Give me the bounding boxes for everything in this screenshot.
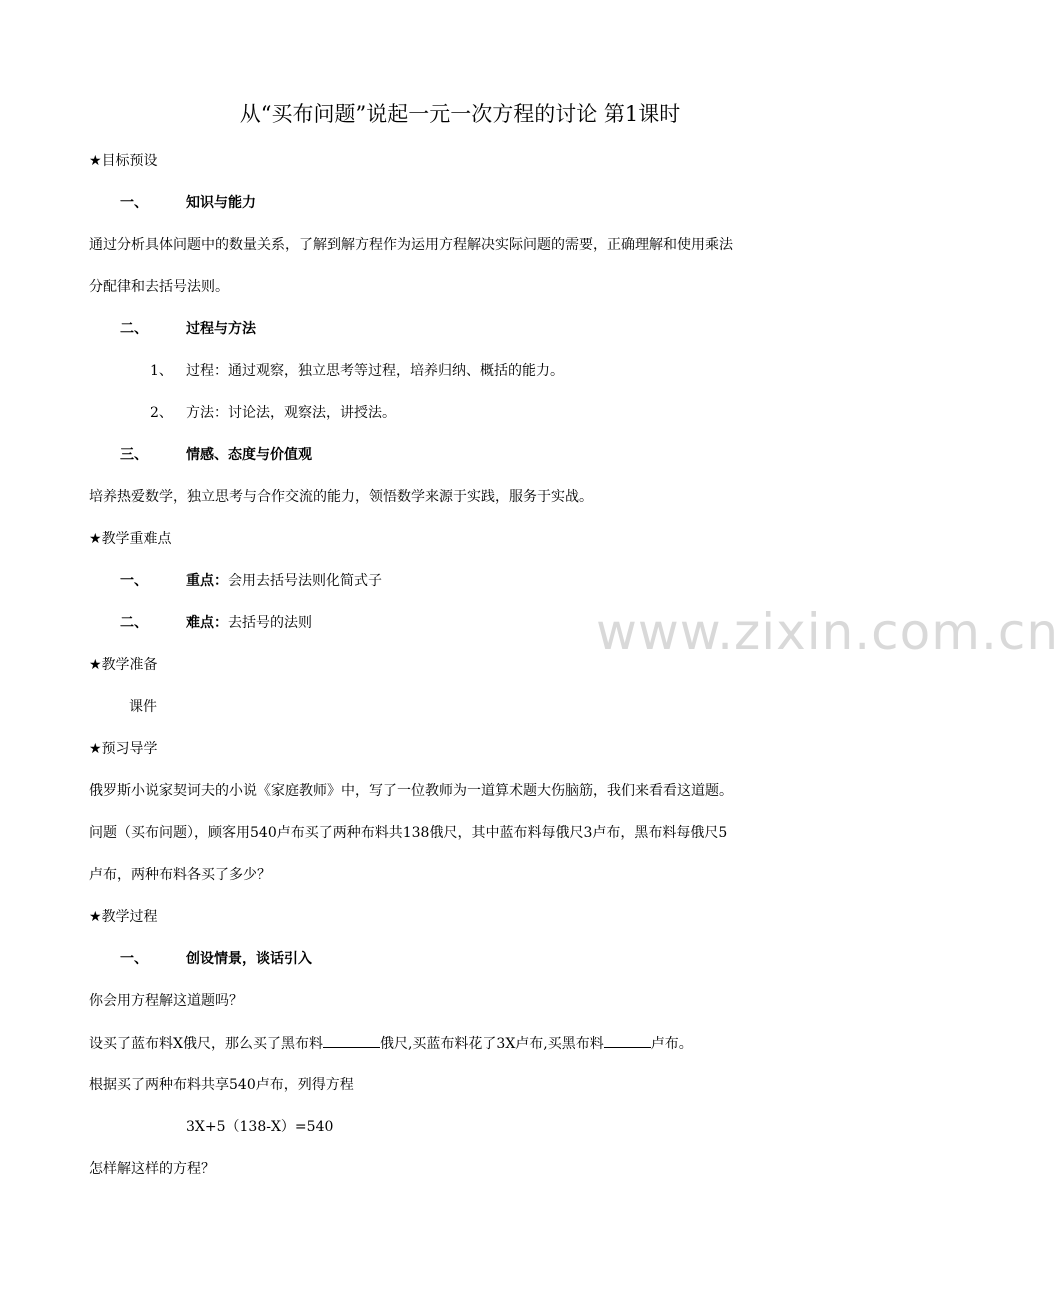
section-prep-heading: [89, 656, 158, 674]
star-icon: ★: [89, 909, 102, 925]
process-question1: 你会用方程解这道题吗？: [89, 993, 243, 1009]
watermark: www.zixin.com.cn: [596, 603, 1059, 661]
star-icon: ★: [89, 657, 102, 673]
key-item2-label: 难点：: [186, 615, 228, 631]
heading-text: 目标预设: [101, 153, 158, 169]
goals-para1-line2: 分配律和去括号法则。: [89, 279, 229, 295]
goals-item2-label: 过程与方法: [186, 321, 256, 337]
star-icon: ★: [89, 741, 102, 757]
q2-part2: 俄尺,买蓝布料花了3X卢布,买黑布料: [379, 1036, 604, 1052]
section-preview-heading: [89, 740, 158, 758]
goals-item3-label: 情感、态度与价值观: [186, 447, 312, 463]
preview-line1: 俄罗斯小说家契诃夫的小说《家庭教师》中，写了一位教师为一道算术题大伤脑筋，我们来看看这道题。: [89, 783, 733, 799]
process-item1-number: 一、: [120, 951, 148, 967]
process-question3: 根据买了两种布料共享540卢布，列得方程: [89, 1077, 354, 1093]
goals-sub1-number: 1、: [150, 363, 173, 379]
goals-para3: 培养热爱数学，独立思考与合作交流的能力，领悟数学来源于实践，服务于实战。: [89, 489, 593, 505]
star-icon: ★: [89, 153, 102, 169]
key-item2-text: 去括号的法则: [228, 615, 312, 631]
section-goals-heading: [89, 152, 158, 170]
page-title: 从“买布问题”说起一元一次方程的讨论 第1课时: [239, 102, 681, 126]
goals-item2-number: 二、: [120, 321, 148, 337]
section-key-heading: [89, 530, 172, 548]
fill-blank-black-cost: [604, 1034, 651, 1048]
q2-part1: 设买了蓝布料X俄尺，那么买了黑布料: [89, 1036, 323, 1052]
heading-text: 教学重难点: [101, 531, 172, 547]
section-process-heading: [89, 908, 158, 926]
key-item1: [186, 572, 382, 590]
goals-sub2-text: 方法：讨论法，观察法，讲授法。: [186, 405, 396, 421]
process-question4: 怎样解这样的方程？: [89, 1161, 215, 1177]
process-question2: [89, 1034, 693, 1053]
q2-part3: 卢布。: [650, 1036, 693, 1052]
goals-item3-number: 三、: [120, 447, 148, 463]
goals-item1-label: 知识与能力: [186, 195, 256, 211]
heading-text: 预习导学: [101, 741, 158, 757]
goals-para1-line1: 通过分析具体问题中的数量关系，了解到解方程作为运用方程解决实际问题的需要，正确理解和使用乘法: [89, 237, 733, 253]
fill-blank-black-length: [323, 1034, 380, 1048]
key-item1-label: 重点：: [186, 573, 228, 589]
heading-text: 教学准备: [101, 657, 158, 673]
goals-sub2-number: 2、: [150, 405, 173, 421]
key-item2: [186, 614, 312, 632]
process-item1-label: 创设情景，谈话引入: [186, 951, 312, 967]
process-equation: 3X+5（138-X）=540: [186, 1119, 334, 1135]
goals-sub1-text: 过程：通过观察，独立思考等过程，培养归纳、概括的能力。: [186, 363, 564, 379]
heading-text: 教学过程: [101, 909, 158, 925]
preview-line3: 卢布，两种布料各买了多少？: [89, 867, 271, 883]
preview-line2: 问题（买布问题），顾客用540卢布买了两种布料共138俄尺，其中蓝布料每俄尺3卢布，黑布料每俄尺5: [89, 825, 728, 841]
goals-item1-number: 一、: [120, 195, 148, 211]
key-item1-text: 会用去括号法则化简式子: [228, 573, 382, 589]
prep-text: 课件: [129, 699, 157, 715]
star-icon: ★: [89, 531, 102, 547]
key-item2-number: 二、: [120, 615, 148, 631]
key-item1-number: 一、: [120, 573, 148, 589]
